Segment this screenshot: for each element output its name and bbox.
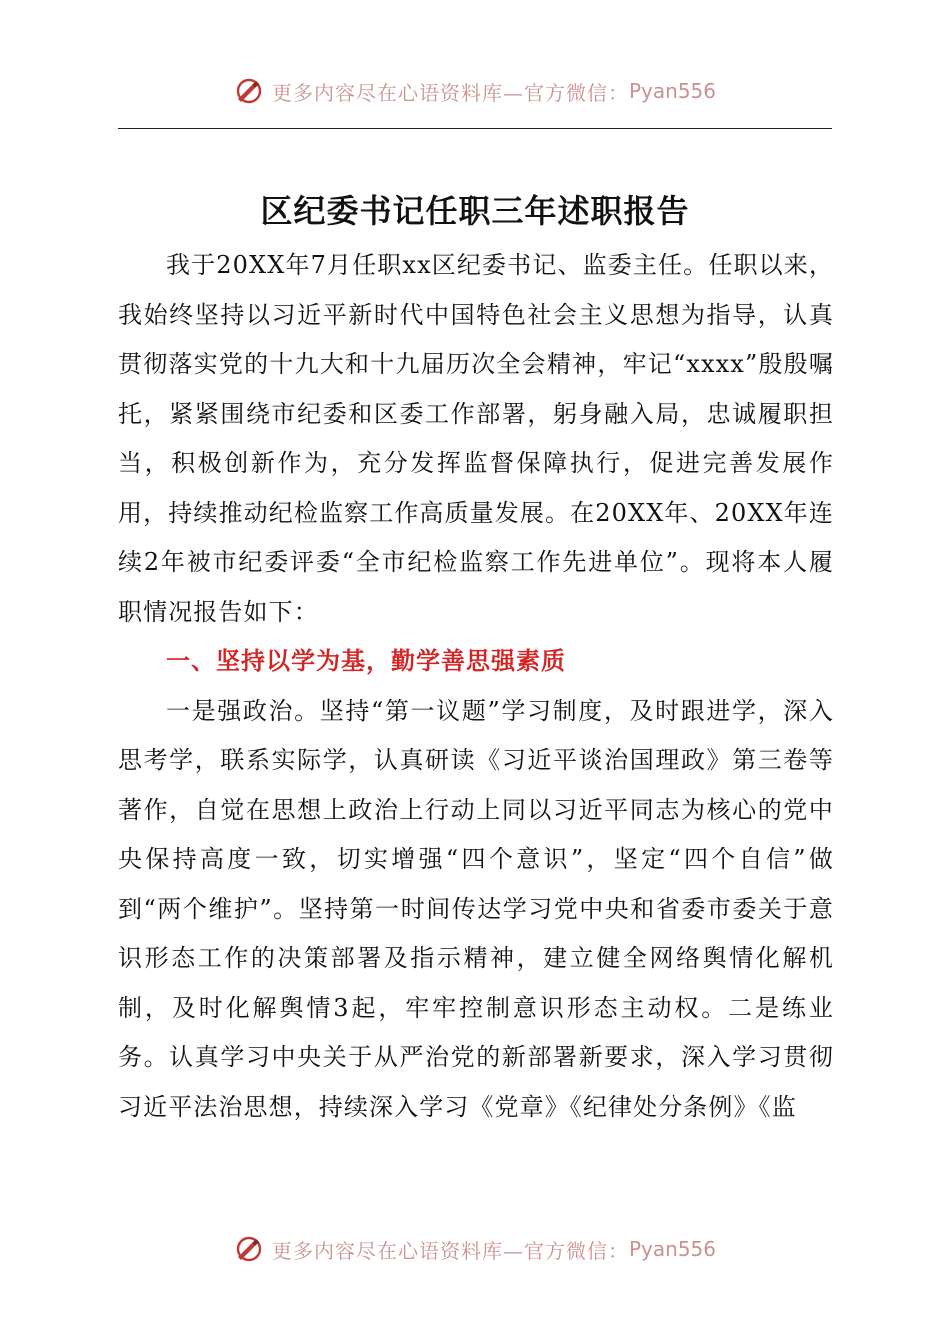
header-watermark <box>0 76 950 106</box>
pen-circle-logo-icon <box>234 76 264 106</box>
section-1-heading: 一、坚持以学为基，勤学善思强素质 <box>166 647 566 675</box>
header-rule <box>118 128 832 129</box>
document-body <box>118 241 834 1132</box>
intro-paragraph: 我于20XX年7月任职xx区纪委书记、监委主任。任职以来，我始终坚持以习近平新时代中国特色社会主义思想为指导，认真贯彻落实党的十九大和十九届历次全会精神，牢记“xxxx”殷殷嘱托，紧紧围绕市纪委和区委工作部署，躬身融入局，忠诚履职担当，积极创新作为，充分发挥监督保障执行，促进完善发展作用，持续推动纪检监察工作高质量发展。在20XX年、20XX年连续2年被市纪委评委“全市纪检监察工作先进单位”。现将本人履职情况报告如下： <box>118 251 834 626</box>
section-1-paragraph: 一是强政治。坚持“第一议题”学习制度，及时跟进学，深入思考学，联系实际学，认真研读《习近平谈治国理政》第三卷等著作，自觉在思想上政治上行动上同以习近平同志为核心的党中央保持高度一致，切实增强“四个意识”，坚定“四个自信”做到“两个维护”。坚持第一时间传达学习党中央和省委市委关于意识形态工作的决策部署及指示精神，建立健全网络舆情化解机制，及时化解舆情3起，牢牢控制意识形态主动权。二是练业务。认真学习中央关于从严治党的新部署新要求，深入学习贯彻习近平法治思想，持续深入学习《党章》《纪律处分条例》《监 <box>118 696 834 1121</box>
watermark-code: Pyan556 <box>628 79 716 103</box>
footer-watermark <box>0 1234 950 1264</box>
watermark-text: 更多内容尽在心语资料库—官方微信： <box>271 80 629 105</box>
document-title: 区纪委书记任职三年述职报告 <box>260 192 690 230</box>
pen-circle-logo-icon <box>234 1234 264 1264</box>
watermark-code: Pyan556 <box>628 1237 716 1261</box>
watermark-text: 更多内容尽在心语资料库—官方微信： <box>271 1238 629 1263</box>
